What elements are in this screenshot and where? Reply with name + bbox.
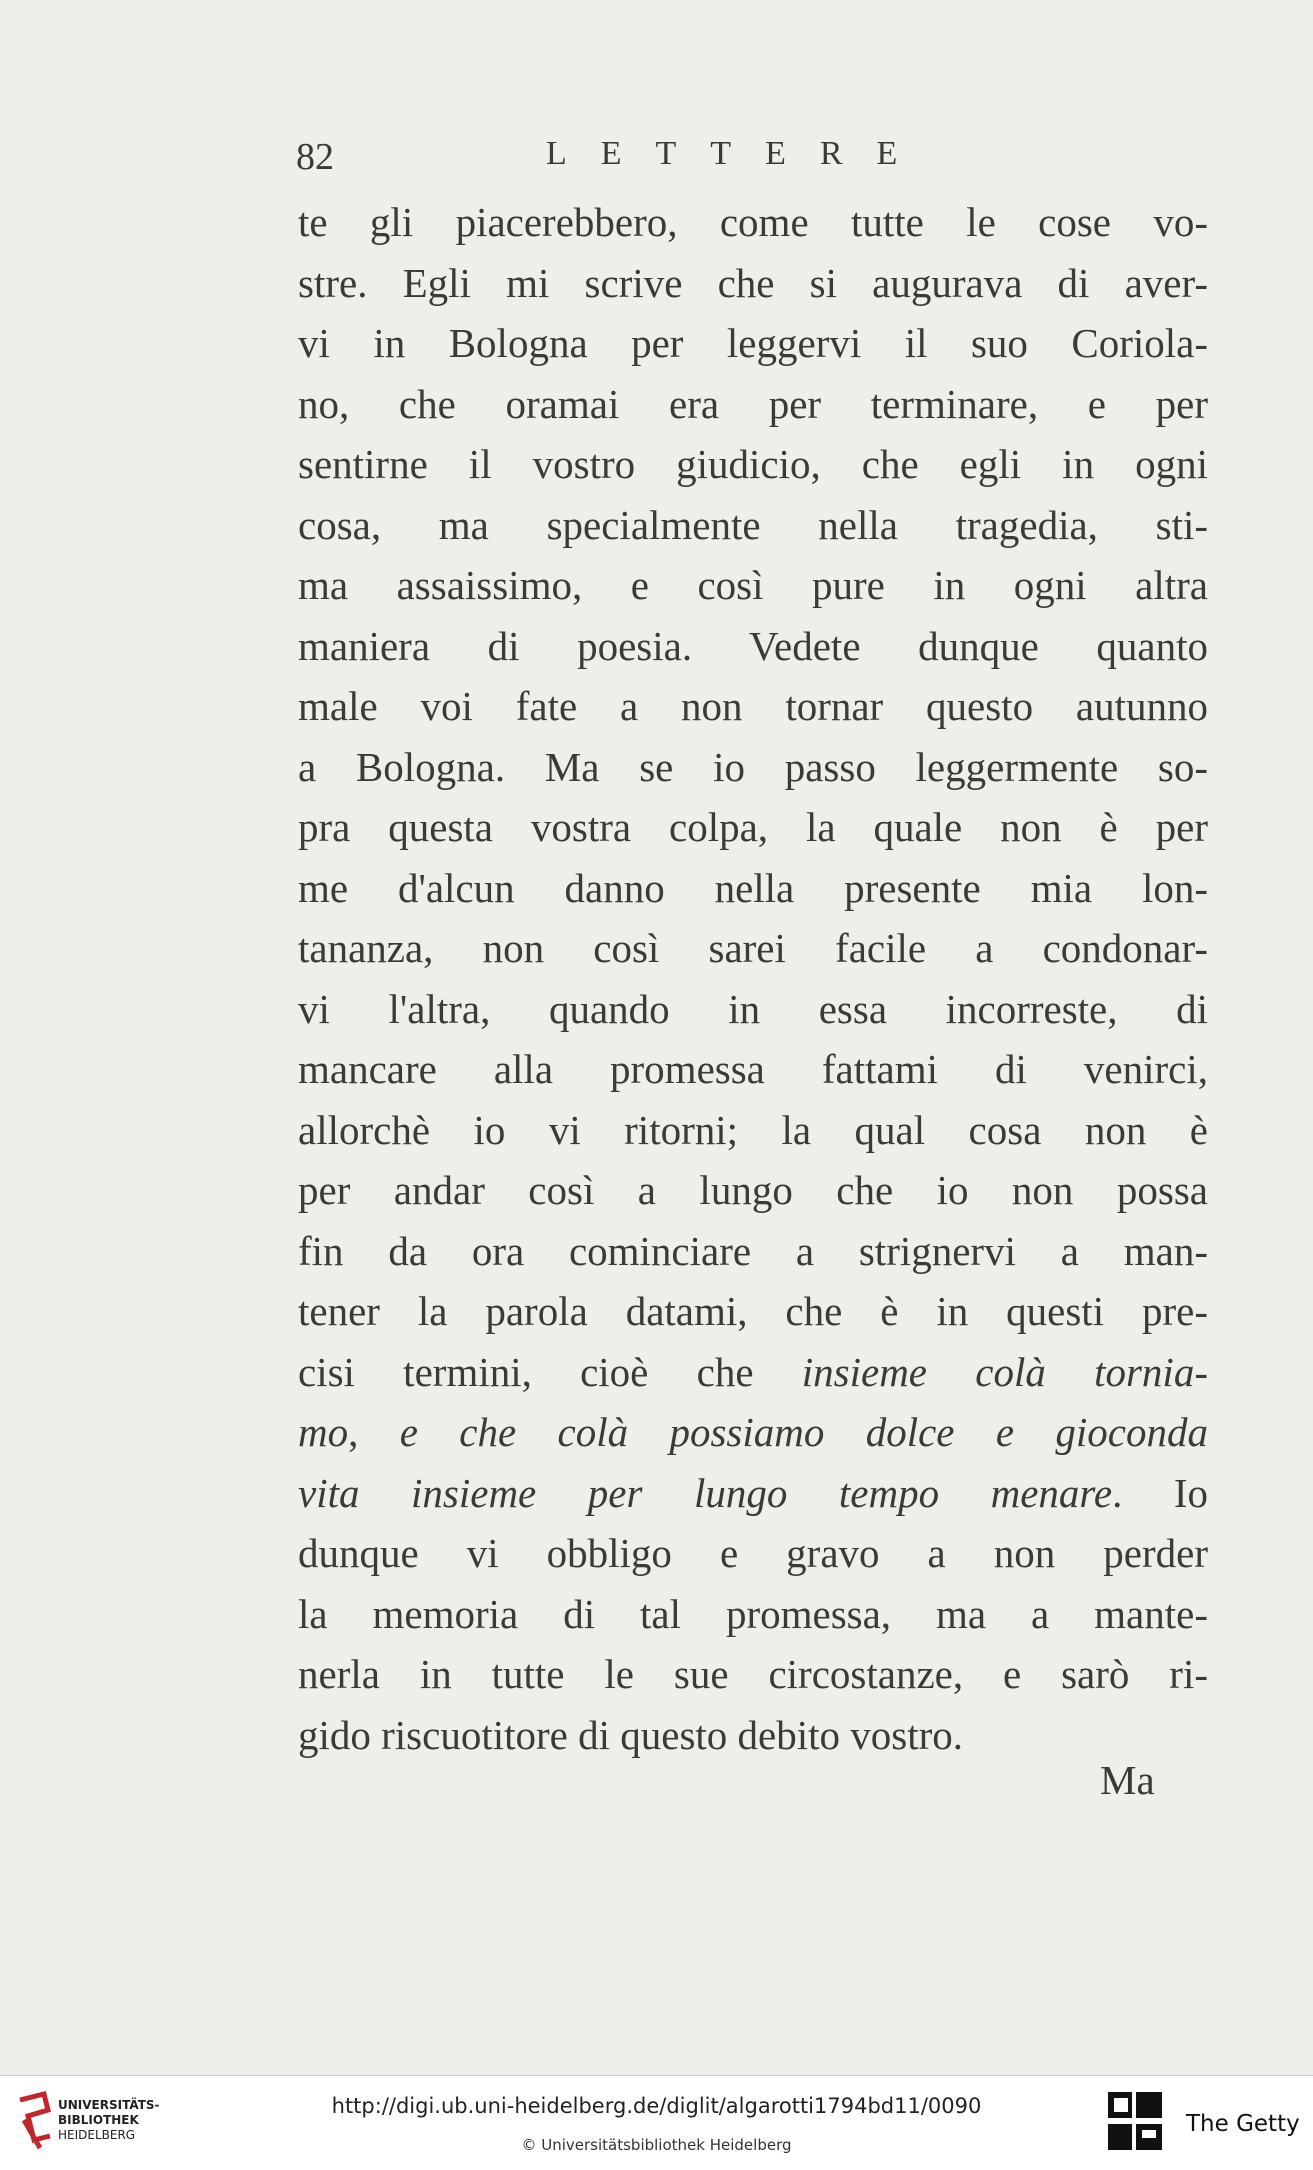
text-segment: fin da ora cominciare a strignervi a man- bbox=[298, 1227, 1208, 1274]
text-segment: no, che oramai era per terminare, e per bbox=[298, 380, 1208, 427]
getty-logo-icon bbox=[1106, 2090, 1164, 2154]
body-text bbox=[298, 192, 1208, 1765]
text-line bbox=[298, 1705, 1208, 1766]
text-segment: stre. Egli mi scrive che si augurava di aver- bbox=[298, 259, 1208, 306]
footer-bar bbox=[0, 2075, 1313, 2170]
text-line bbox=[298, 1402, 1208, 1463]
text-line bbox=[298, 313, 1208, 374]
text-line bbox=[298, 1523, 1208, 1584]
text-line bbox=[298, 495, 1208, 556]
text-line bbox=[298, 253, 1208, 314]
italic-text: e che colà possiamo dolce e gioconda bbox=[399, 1409, 1209, 1455]
text-segment: ma assaissimo, e così pure in ogni altra bbox=[298, 562, 1208, 608]
text-line bbox=[298, 616, 1208, 677]
text-segment: allorchè io vi ritorni; la qual cosa non è bbox=[298, 1106, 1208, 1153]
text-segment: male voi fate a non tornar questo autunno bbox=[298, 683, 1208, 729]
text-line bbox=[298, 1281, 1208, 1342]
text-line bbox=[298, 737, 1208, 798]
text-line bbox=[298, 1100, 1208, 1161]
text-line bbox=[298, 676, 1208, 737]
text-segment: vi l'altra, quando in essa incorreste, di bbox=[298, 985, 1208, 1032]
text-line bbox=[298, 918, 1208, 979]
text-segment: mancare alla promessa fattami di venirci, bbox=[298, 1046, 1208, 1092]
text-line bbox=[298, 1039, 1208, 1100]
source-url-link[interactable]: http://digi.ub.uni-heidelberg.de/diglit/algarotti1794bd11/0090 bbox=[331, 2094, 982, 2118]
institution-name: UNIVERSITÄTS- BIBLIOTHEK HEIDELBERG bbox=[58, 2098, 160, 2142]
text-line bbox=[298, 979, 1208, 1040]
text-segment: sentirne il vostro giudicio, che egli in ogni bbox=[298, 441, 1208, 487]
text-segment: per andar così a lungo che io non possa bbox=[298, 1167, 1208, 1213]
italic-text: insieme colà tornia- bbox=[801, 1348, 1208, 1395]
text-segment: cosa, ma specialmente nella tragedia, sti- bbox=[298, 501, 1208, 548]
text-segment: gido riscuotitore di questo debito vostro. bbox=[298, 1711, 964, 1758]
text-line bbox=[298, 1160, 1208, 1221]
text-line bbox=[298, 797, 1208, 858]
text-line bbox=[298, 192, 1208, 253]
text-segment: maniera di poesia. Vedete dunque quanto bbox=[298, 622, 1208, 669]
text-segment: tananza, non così sarei facile a condonar- bbox=[298, 925, 1208, 971]
italic-text: vita insieme per lungo tempo menare bbox=[298, 1469, 1113, 1516]
italic-text: mo bbox=[298, 1409, 349, 1455]
running-head-title: LETTERE bbox=[546, 135, 932, 172]
text-segment: dunque vi obbligo e gravo a non perder bbox=[298, 1530, 1208, 1576]
text-line bbox=[298, 858, 1208, 919]
text-line bbox=[298, 1644, 1208, 1705]
text-segment: tener la parola datami, che è in questi pre- bbox=[298, 1288, 1208, 1334]
text-segment: , bbox=[348, 1409, 400, 1455]
running-head bbox=[296, 135, 1196, 185]
copyright-notice: © Universitätsbibliothek Heidelberg bbox=[521, 2136, 792, 2154]
text-segment: la memoria di tal promessa, ma a mante- bbox=[298, 1590, 1208, 1637]
text-line bbox=[298, 434, 1208, 495]
text-segment: a Bologna. Ma se io passo leggermente so- bbox=[298, 743, 1208, 790]
text-segment: . Io bbox=[1112, 1469, 1208, 1516]
text-segment: pra questa vostra colpa, la quale non è per bbox=[298, 804, 1208, 850]
text-segment: me d'alcun danno nella presente mia lon- bbox=[298, 864, 1208, 911]
text-line bbox=[298, 1463, 1208, 1524]
text-segment: te gli piacerebbero, come tutte le cose vo- bbox=[298, 199, 1208, 245]
catchword: Ma bbox=[1100, 1757, 1155, 1803]
text-segment: cisi termini, cioè che bbox=[298, 1348, 802, 1395]
text-line bbox=[298, 1342, 1208, 1403]
text-line bbox=[298, 374, 1208, 435]
text-segment: nerla in tutte le sue circostanze, e sarò ri- bbox=[298, 1651, 1208, 1697]
text-line bbox=[298, 1221, 1208, 1282]
page-number: 82 bbox=[296, 136, 334, 178]
getty-name: The Getty bbox=[1186, 2111, 1300, 2137]
text-line bbox=[298, 1584, 1208, 1645]
text-line bbox=[298, 555, 1208, 616]
text-segment: vi in Bologna per leggervi il suo Coriola- bbox=[298, 320, 1208, 366]
